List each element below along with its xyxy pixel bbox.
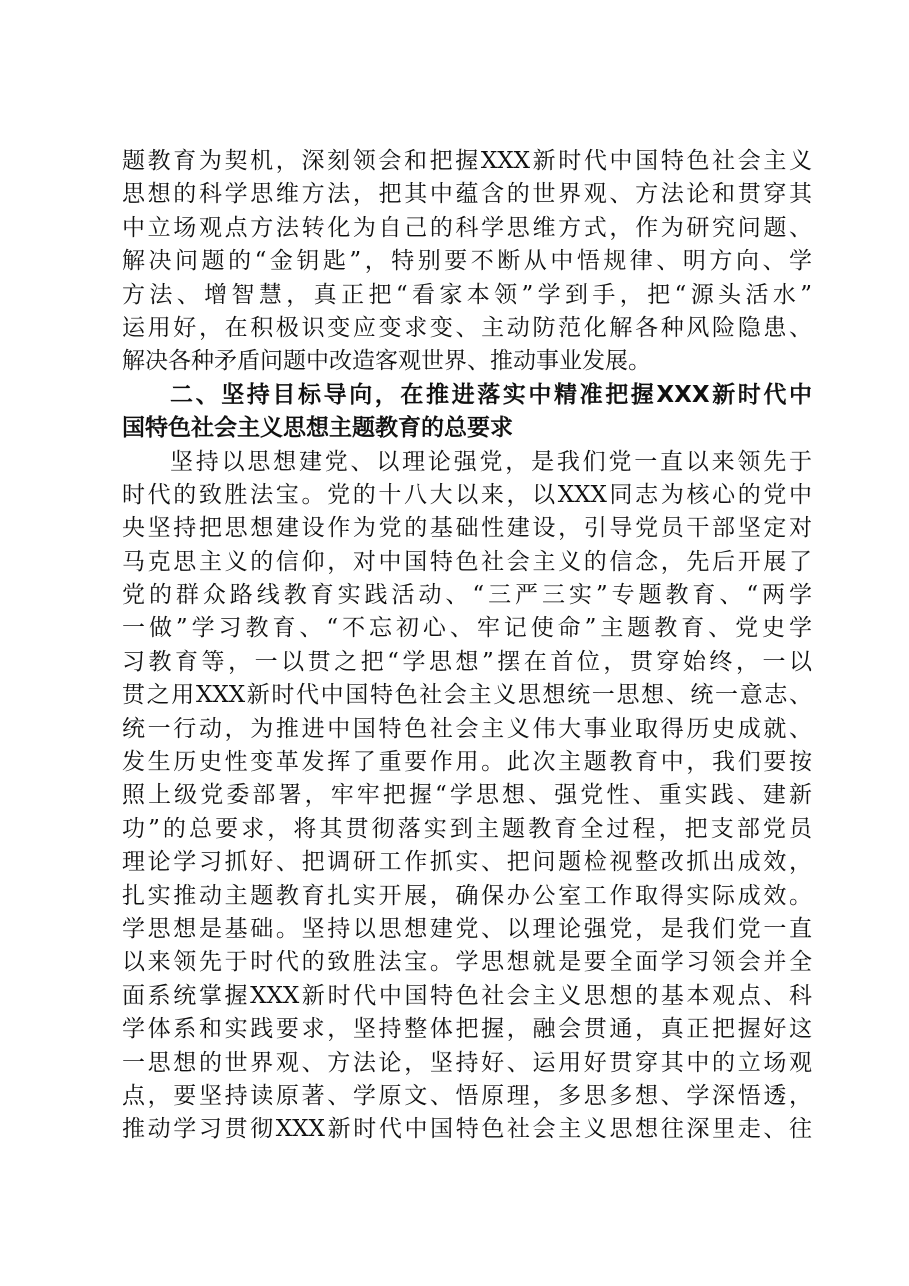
paragraph-line: 题教育为契机，深刻领会和把握XXX新时代中国特色社会主义 (122, 148, 812, 174)
paragraph-line: 发生历史性变革发挥了重要作用。此次主题教育中，我们要按 (122, 749, 812, 776)
paragraph-line: 习教育等，一以贯之把“学思想”摆在首位，贯穿始终，一以 (122, 648, 812, 675)
paragraph-line: 照上级党委部署，牢牢把握“学思想、强党性、重实践、建新 (122, 782, 812, 809)
paragraph-line: 思想的科学思维方法，把其中蕴含的世界观、方法论和贯穿其 (122, 181, 812, 208)
heading-line: 国特色社会主义思想主题教育的总要求 (122, 415, 513, 442)
paragraph-line: 马克思主义的信仰，对中国特色社会主义的信念，先后开展了 (122, 548, 812, 575)
paragraph-line: 解决各种矛盾问题中改造客观世界、推动事业发展。 (122, 348, 651, 375)
paragraph-1 (122, 145, 812, 379)
paragraph-line: 坚持以思想建党、以理论强党，是我们党一直以来领先于 (170, 448, 812, 475)
paragraph-line: 扎实推动主题教育扎实开展，确保办公室工作取得实际成效。 (122, 882, 812, 909)
paragraph-line: 点，要坚持读原著、学原文、悟原理，多思多想、学深悟透， (122, 1082, 812, 1109)
paragraph-line: 一做”学习教育、“不忘初心、牢记使命”主题教育、党史学 (122, 615, 812, 642)
paragraph-line: 推动学习贯彻XXX新时代中国特色社会主义思想往深里走、往 (122, 1116, 812, 1143)
document-body (122, 145, 812, 1147)
heading-line: 二、坚持目标导向，在推进落实中精准把握XXX新时代中 (170, 381, 812, 408)
paragraph-line: 统一行动，为推进中国特色社会主义伟大事业取得历史成就、 (122, 715, 812, 742)
paragraph-line: 时代的致胜法宝。党的十八大以来，以XXX同志为核心的党中 (122, 481, 812, 508)
paragraph-line: 学思想是基础。坚持以思想建党、以理论强党，是我们党一直 (122, 915, 812, 942)
paragraph-line: 央坚持把思想建设作为党的基础性建设，引导党员干部坚定对 (122, 515, 812, 542)
paragraph-line: 理论学习抓好、把调研工作抓实、把问题检视整改抓出成效， (122, 849, 812, 876)
paragraph-line: 运用好，在积极识变应变求变、主动防范化解各种风险隐患、 (122, 314, 812, 341)
paragraph-line: 学体系和实践要求，坚持整体把握，融会贯通，真正把握好这 (122, 1016, 812, 1043)
section-heading-2 (122, 379, 812, 446)
paragraph-line: 党的群众路线教育实践活动、“三严三实”专题教育、“两学 (122, 582, 812, 609)
paragraph-line: 中立场观点方法转化为自己的科学思维方式，作为研究问题、 (122, 214, 812, 241)
paragraph-3 (122, 913, 812, 1147)
paragraph-line: 功”的总要求，将其贯彻落实到主题教育全过程，把支部党员 (122, 815, 812, 842)
paragraph-2 (122, 446, 812, 913)
paragraph-line: 方法、增智慧，真正把“看家本领”学到手，把“源头活水” (122, 281, 812, 308)
paragraph-line: 解决问题的“金钥匙”，特别要不断从中悟规律、明方向、学 (122, 248, 812, 275)
paragraph-line: 面系统掌握XXX新时代中国特色社会主义思想的基本观点、科 (122, 982, 812, 1009)
paragraph-line: 贯之用XXX新时代中国特色社会主义思想统一思想、统一意志、 (122, 682, 812, 709)
paragraph-line: 以来领先于时代的致胜法宝。学思想就是要全面学习领会并全 (122, 949, 812, 976)
paragraph-line: 一思想的世界观、方法论，坚持好、运用好贯穿其中的立场观 (122, 1049, 812, 1076)
